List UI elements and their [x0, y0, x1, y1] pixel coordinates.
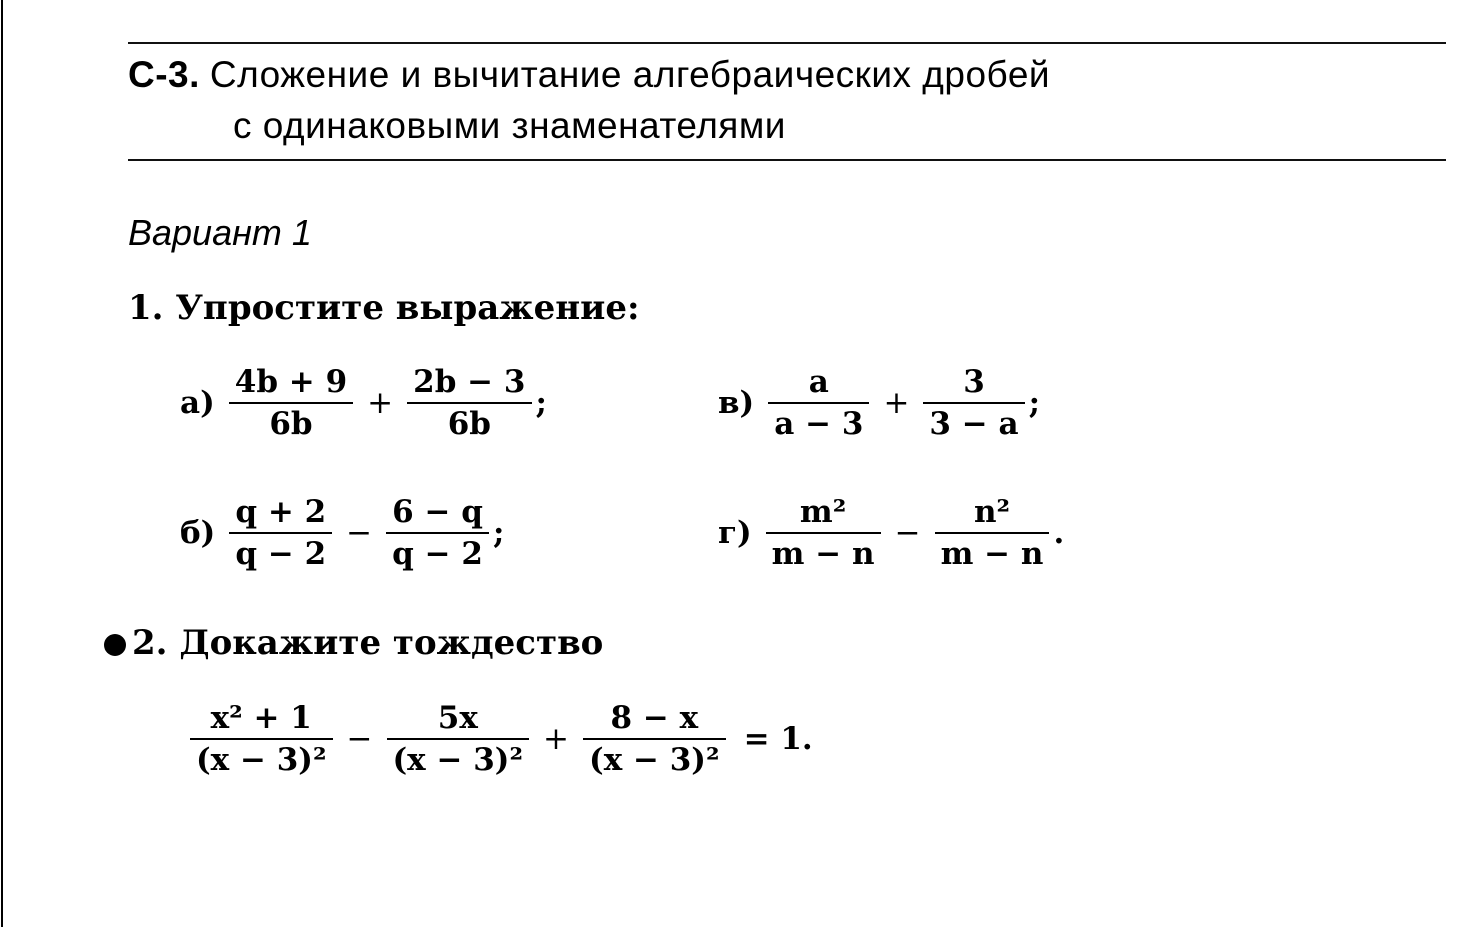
bottom-rule [128, 159, 1446, 161]
right-hand-side: = 1. [743, 721, 813, 757]
title-line-2: с одинаковыми знаменателями [233, 105, 786, 146]
fraction [190, 698, 333, 780]
fraction [407, 362, 531, 444]
exercise-label: б) [180, 515, 216, 551]
operator: + [883, 385, 910, 421]
operator: + [367, 385, 394, 421]
exercise [718, 362, 1040, 444]
end-punctuation: ; [535, 385, 547, 421]
numerator: 6 − q [392, 494, 483, 530]
fraction [766, 492, 881, 574]
fraction [387, 698, 530, 780]
denominator: 3 − a [929, 406, 1019, 442]
exercise-label: а) [180, 385, 215, 421]
end-punctuation: . [1053, 515, 1065, 551]
denominator: m − n [940, 536, 1044, 572]
denominator: q − 2 [235, 536, 327, 572]
fraction [386, 492, 489, 574]
numerator: 5x [437, 700, 478, 736]
numerator: m² [799, 494, 847, 530]
numerator: x² + 1 [210, 700, 312, 736]
denominator: (x − 3)² [196, 742, 327, 778]
page-border [1, 0, 3, 927]
denominator: 6b [447, 406, 491, 442]
fraction [923, 362, 1024, 444]
exercise [180, 492, 504, 574]
task-text: Докажите тождество [179, 623, 604, 663]
section-title [128, 54, 1050, 96]
fraction [935, 492, 1050, 574]
operator: − [894, 515, 921, 551]
numerator: 8 − x [610, 700, 699, 736]
numerator: n² [973, 494, 1011, 530]
bullet-icon [104, 634, 126, 656]
numerator: q + 2 [235, 494, 327, 530]
operator: + [543, 721, 570, 757]
numerator: 3 [963, 364, 985, 400]
exercise-label: г) [718, 515, 752, 551]
numerator: 4b + 9 [234, 364, 348, 400]
numerator: a [808, 364, 829, 400]
task-2-heading [104, 623, 603, 663]
identity-equation [186, 698, 813, 780]
variant-heading: Вариант 1 [128, 212, 312, 253]
denominator: (x − 3)² [392, 742, 524, 778]
denominator: a − 3 [774, 406, 864, 442]
denominator: m − n [771, 536, 875, 572]
task-number: 2. [132, 623, 168, 663]
task-number: 1. [128, 288, 164, 328]
top-rule [128, 42, 1446, 44]
fraction [229, 492, 332, 574]
denominator: 6b [269, 406, 313, 442]
task-text: Упростите выражение: [175, 288, 640, 328]
fraction [229, 362, 353, 444]
exercise [180, 362, 547, 444]
end-punctuation: ; [492, 515, 505, 551]
fraction [768, 362, 869, 444]
section-code: С-3. [128, 54, 200, 95]
end-punctuation: ; [1028, 385, 1041, 421]
numerator: 2b − 3 [413, 364, 526, 400]
exercise [718, 492, 1064, 574]
title-line-1: Сложение и вычитание алгебраических дробей [209, 54, 1051, 95]
denominator: q − 2 [392, 536, 483, 572]
fraction [583, 698, 726, 780]
exercise-label: в) [718, 385, 755, 421]
operator: − [346, 515, 373, 551]
operator: − [346, 721, 373, 757]
task-1-heading [128, 288, 640, 328]
denominator: (x − 3)² [589, 742, 720, 778]
